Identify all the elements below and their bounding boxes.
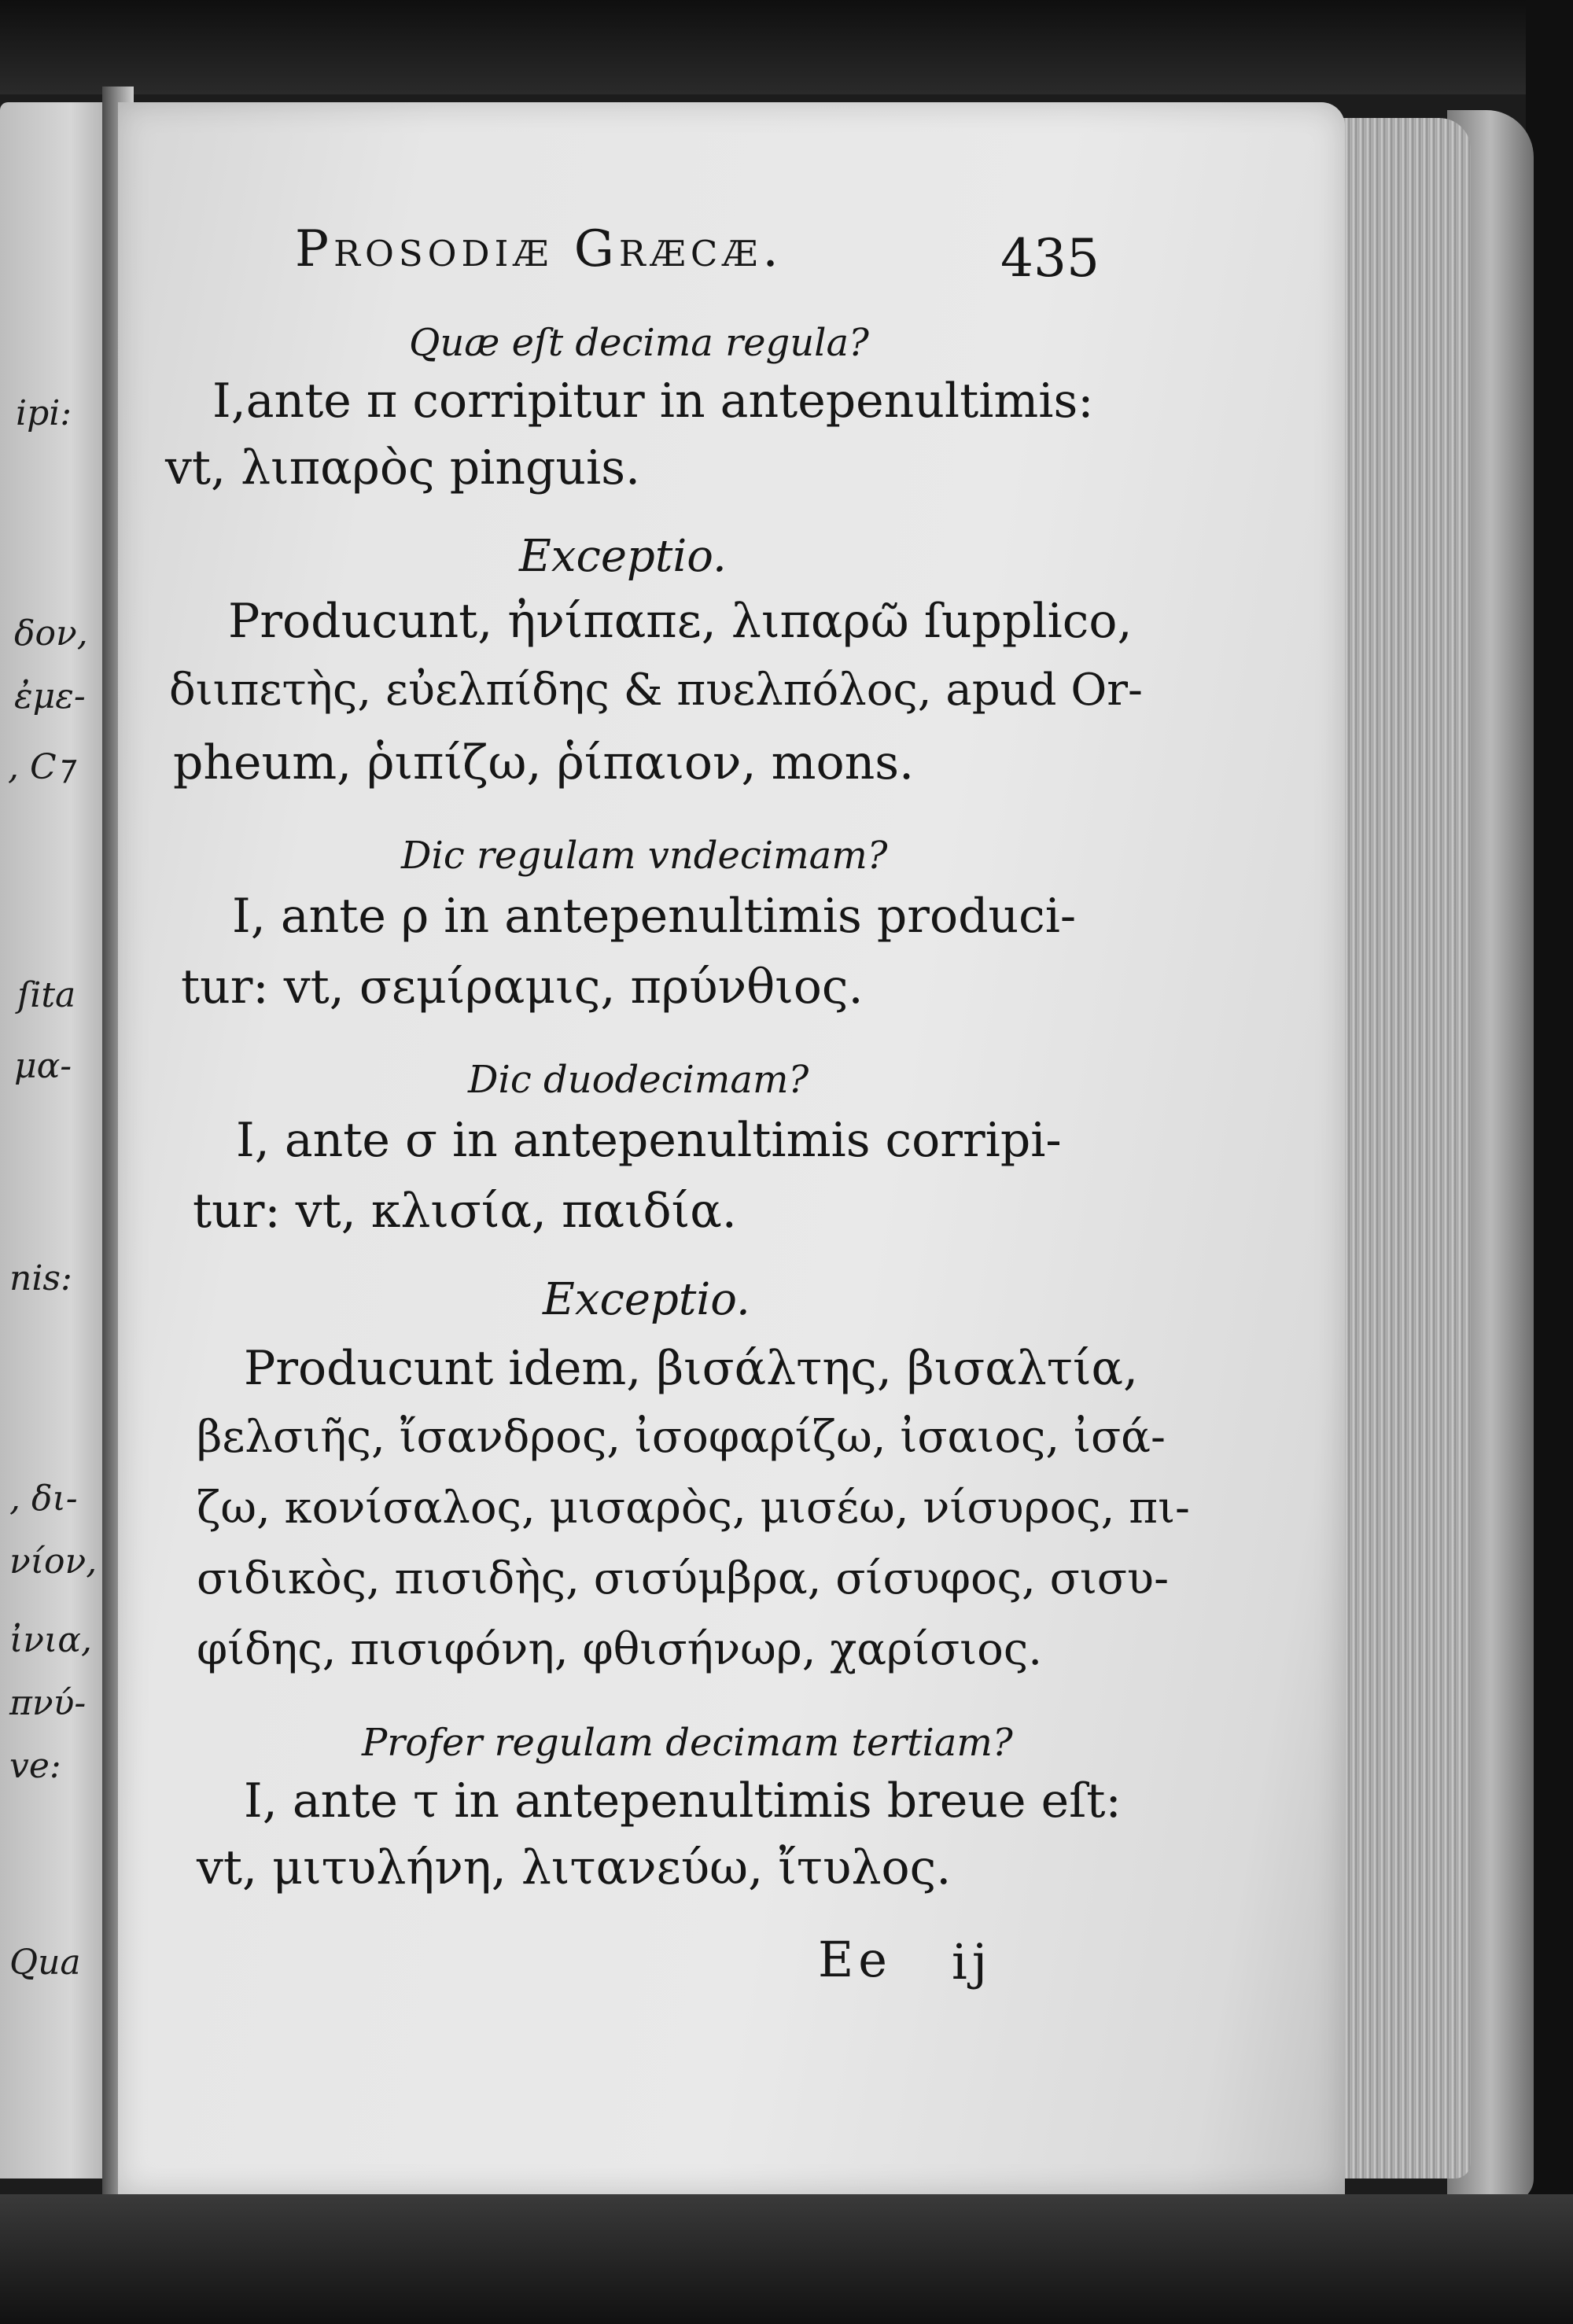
page-number: 435 bbox=[1000, 228, 1100, 289]
left-fragment: ἰνια, bbox=[9, 1620, 92, 1660]
signature-leaf: ij bbox=[952, 1933, 993, 1991]
question-heading: Dic regulam vndecimam? bbox=[401, 834, 888, 878]
body-line: βελσιῆς, ἴσανδρος, ἰσοφαρίζω, ἰσαιος, ἰσά- bbox=[197, 1412, 1166, 1463]
question-heading: Quæ eſt decima regula? bbox=[409, 321, 869, 365]
question-heading: Dic duodecimam? bbox=[468, 1058, 809, 1102]
body-line: Producunt, ἠνίπαπε, λιπαρῶ ſupplico, bbox=[228, 594, 1133, 649]
exception-heading: Exceptio. bbox=[519, 531, 727, 582]
left-fragment: Qua bbox=[9, 1943, 81, 1983]
question-heading: Profer regulam decimam tertiam? bbox=[362, 1721, 1013, 1765]
body-line: ζω, κονίσαλος, μισαρὸς, μισέω, νίσυρος, πι- bbox=[197, 1482, 1190, 1534]
left-fragment: μα- bbox=[14, 1046, 72, 1086]
background-top bbox=[0, 0, 1573, 94]
body-line: tur: vt, σεμίραμις, πρύνθιος. bbox=[181, 959, 864, 1015]
body-line: tur: vt, κλισία, παιδία. bbox=[193, 1184, 737, 1239]
signature-mark: Ee bbox=[818, 1931, 892, 1988]
body-line: I, ante ρ in antepenultimis produci- bbox=[232, 889, 1077, 944]
left-fragment: ἐμε- bbox=[14, 676, 86, 716]
background-bottom bbox=[0, 2194, 1573, 2324]
body-line: I, ante σ in antepenultimis corripi- bbox=[236, 1113, 1062, 1168]
body-line: pheum, ῥιπίζω, ῥίπαιον, mons. bbox=[173, 735, 915, 790]
left-fragment: ſita bbox=[17, 975, 76, 1015]
left-fragment: νίον, bbox=[9, 1541, 98, 1582]
left-fragment: ve: bbox=[9, 1746, 61, 1786]
book-page bbox=[118, 102, 1345, 2194]
body-line: vt, μιτυλήνη, λιτανεύω, ἴτυλος. bbox=[197, 1840, 952, 1895]
body-line: I,ante π corripitur in antepenultimis: bbox=[212, 374, 1094, 429]
body-line: σιδικὸς, πισιδὴς, σισύμβρα, σίσυφος, σισυ- bbox=[197, 1553, 1169, 1604]
exception-heading: Exceptio. bbox=[543, 1274, 750, 1325]
body-line: Producunt idem, βισάλτης, βισαλτία, bbox=[244, 1341, 1139, 1396]
left-page-edge bbox=[0, 102, 118, 2179]
page-stack-edge bbox=[1337, 118, 1471, 2179]
running-title: Prosodiæ Græcæ. bbox=[295, 220, 783, 278]
left-fragment: ipi: bbox=[16, 393, 72, 433]
body-line: διιπετὴς, εὐελπίδης & πυελπόλος, apud Or- bbox=[169, 665, 1143, 716]
left-fragment: , C⁊ bbox=[8, 747, 74, 787]
body-line: φίδης, πισιφόνη, φθισήνωρ, χαρίσιος. bbox=[197, 1624, 1043, 1675]
left-fragment: nis: bbox=[9, 1258, 72, 1298]
body-line: I, ante τ in antepenultimis breue eſt: bbox=[244, 1773, 1122, 1829]
body-line: vt, λιπαρὸς pinguis. bbox=[165, 440, 641, 495]
left-fragment: , δι- bbox=[9, 1479, 78, 1519]
left-fragment: πνύ- bbox=[9, 1683, 87, 1723]
left-fragment: δον, bbox=[14, 613, 88, 654]
